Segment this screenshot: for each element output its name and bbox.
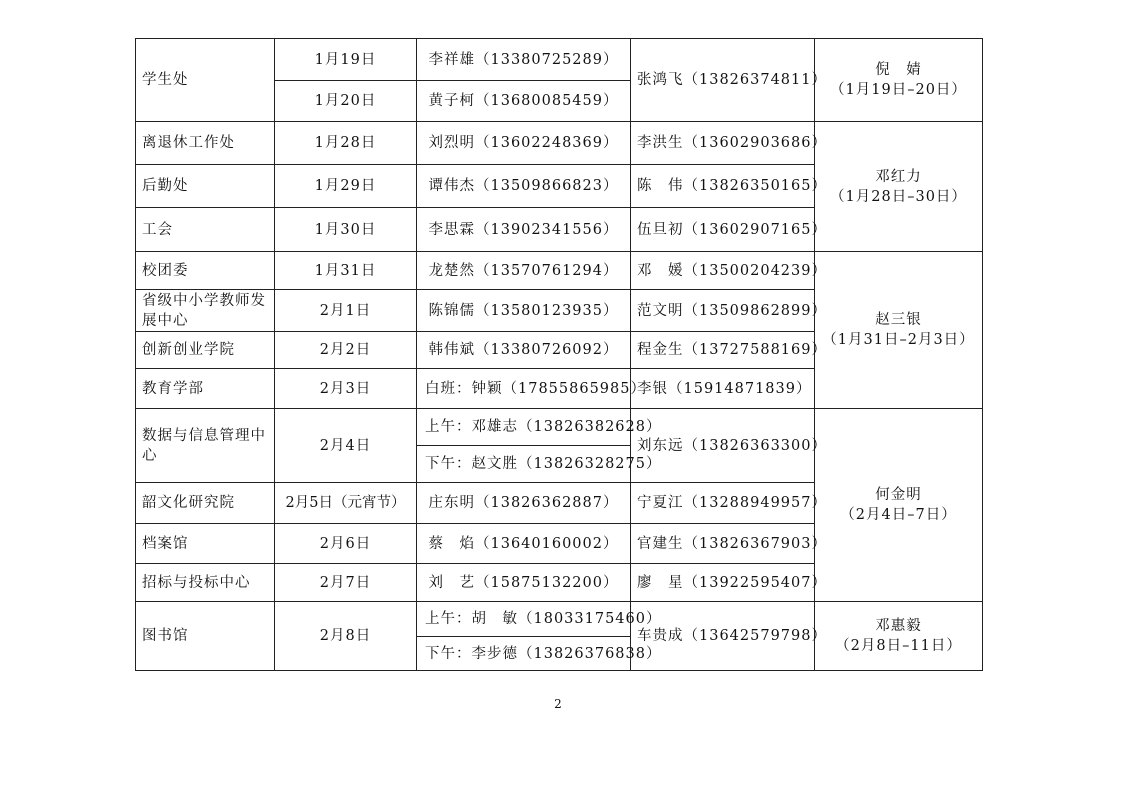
dept-leader-cell: 宁夏江（13288949957） — [631, 483, 815, 524]
duty-roster-table — [135, 38, 983, 671]
date-cell: 1月31日 — [275, 252, 417, 290]
duty-staff-cell: 黄子柯（13680085459） — [417, 81, 631, 122]
dept-leader-cell: 张鸿飞（13826374811） — [631, 39, 815, 122]
school-leader-name: 赵三银 — [875, 312, 922, 328]
school-leader-range: （1月19日–20日） — [830, 82, 967, 98]
department-cell: 档案馆 — [136, 524, 275, 564]
date-cell: 2月4日 — [275, 409, 417, 483]
duty-staff-cell: 谭伟杰（13509866823） — [417, 165, 631, 208]
duty-staff-cell: 李祥雄（13380725289） — [417, 39, 631, 81]
table-row — [136, 122, 983, 165]
department-cell: 工会 — [136, 208, 275, 252]
dept-leader-cell: 官建生（13826367903） — [631, 524, 815, 564]
table-row — [136, 252, 983, 290]
dept-leader-cell: 廖 星（13922595407） — [631, 564, 815, 602]
dept-leader-cell: 伍旦初（13602907165） — [631, 208, 815, 252]
duty-staff-cell: 上午：胡 敏（18033175460） — [417, 602, 631, 637]
school-leader-cell — [815, 252, 983, 409]
duty-staff-cell: 下午：李步德（13826376838） — [417, 637, 631, 671]
department-cell: 后勤处 — [136, 165, 275, 208]
school-leader-name: 倪 婧 — [875, 62, 922, 78]
department-cell: 省级中小学教师发展中心 — [136, 290, 275, 332]
table-row — [136, 39, 983, 81]
date-cell: 1月28日 — [275, 122, 417, 165]
duty-staff-cell: 白班：钟颖（17855865985） — [417, 369, 631, 409]
date-cell: 2月2日 — [275, 332, 417, 369]
dept-leader-cell: 范文明（13509862899） — [631, 290, 815, 332]
duty-staff-cell: 刘烈明（13602248369） — [417, 122, 631, 165]
date-cell: 2月5日（元宵节） — [275, 483, 417, 524]
department-cell: 韶文化研究院 — [136, 483, 275, 524]
duty-staff-cell: 上午：邓雄志（13826382628） — [417, 409, 631, 446]
date-cell: 2月6日 — [275, 524, 417, 564]
school-leader-name: 邓惠毅 — [875, 618, 922, 634]
dept-leader-cell: 李银（15914871839） — [631, 369, 815, 409]
table-row — [136, 602, 983, 637]
dept-leader-cell: 车贵成（13642579798） — [631, 602, 815, 671]
department-cell: 图书馆 — [136, 602, 275, 671]
duty-staff-cell: 韩伟斌（13380726092） — [417, 332, 631, 369]
duty-staff-cell: 李思霖（13902341556） — [417, 208, 631, 252]
department-cell: 创新创业学院 — [136, 332, 275, 369]
department-cell: 教育学部 — [136, 369, 275, 409]
date-cell: 1月30日 — [275, 208, 417, 252]
department-cell: 校团委 — [136, 252, 275, 290]
dept-leader-cell: 邓 媛（13500204239） — [631, 252, 815, 290]
date-cell: 1月19日 — [275, 39, 417, 81]
table-row — [136, 409, 983, 446]
school-leader-range: （1月28日–30日） — [830, 188, 967, 205]
duty-staff-cell: 龙楚然（13570761294） — [417, 252, 631, 290]
date-cell: 1月29日 — [275, 165, 417, 208]
school-leader-cell — [815, 122, 983, 252]
date-cell: 2月1日 — [275, 290, 417, 332]
duty-staff-cell: 陈锦儒（13580123935） — [417, 290, 631, 332]
school-leader-range: （2月8日–11日） — [835, 638, 962, 654]
department-cell: 离退休工作处 — [136, 122, 275, 165]
date-cell: 2月7日 — [275, 564, 417, 602]
school-leader-cell — [815, 39, 983, 122]
dept-leader-cell: 程金生（13727588169） — [631, 332, 815, 369]
date-cell: 2月3日 — [275, 369, 417, 409]
school-leader-cell — [815, 602, 983, 671]
department-cell: 学生处 — [136, 39, 275, 122]
date-cell: 1月20日 — [275, 81, 417, 122]
date-cell: 2月8日 — [275, 602, 417, 671]
duty-staff-cell: 庄东明（13826362887） — [417, 483, 631, 524]
school-leader-range: （1月31日–2月3日） — [822, 332, 975, 348]
school-leader-name: 何金明 — [875, 487, 922, 503]
dept-leader-cell: 李洪生（13602903686） — [631, 122, 815, 165]
dept-leader-cell: 陈 伟（13826350165） — [631, 165, 815, 208]
page-number: 2 — [554, 697, 562, 711]
duty-staff-cell: 刘 艺（15875132200） — [417, 564, 631, 602]
department-cell: 数据与信息管理中心 — [136, 409, 275, 483]
duty-staff-cell: 下午：赵文胜（13826328275） — [417, 446, 631, 483]
school-leader-range: （2月4日–7日） — [840, 507, 957, 523]
school-leader-cell — [815, 409, 983, 602]
dept-leader-cell: 刘东远（13826363300） — [631, 409, 815, 483]
school-leader-name: 邓红力 — [875, 168, 922, 185]
duty-staff-cell: 蔡 焰（13640160002） — [417, 524, 631, 564]
department-cell: 招标与投标中心 — [136, 564, 275, 602]
